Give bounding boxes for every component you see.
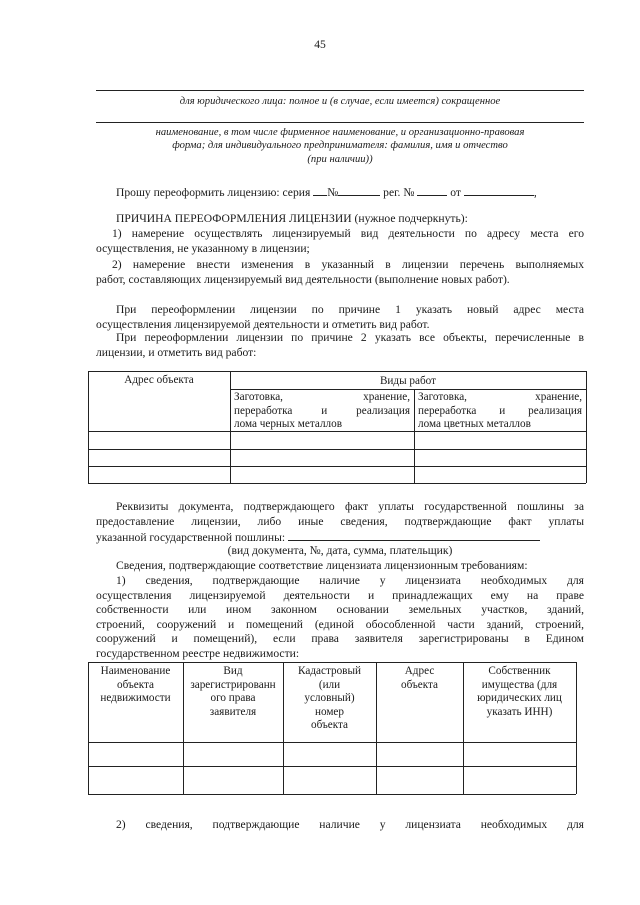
reason-item-1[interactable]: 1) намерение осуществлять лицензируемый вид деятельности по адресу места его осуществления, не указанному в лицензии; bbox=[96, 227, 584, 255]
reason-title: ПРИЧИНА ПЕРЕОФОРМЛЕНИЯ ЛИЦЕНЗИИ (нужное подчеркнуть): bbox=[116, 212, 468, 225]
payment-text: Реквизиты документа, подтверждающего факт уплаты государственной пошлины за предоставление лицензии, либо иные сведения, подтверждающие факт уплаты указанной государственной пошлины: bbox=[96, 500, 584, 545]
col-property-name: Наименование объекта недвижимости bbox=[100, 665, 171, 705]
requirements-item-2: 2) сведения, подтверждающие наличие у лицензиата необходимых для bbox=[116, 818, 584, 831]
col-cadastral-number: Кадастровый (или условный) номер объекта bbox=[298, 665, 361, 732]
payment-field[interactable] bbox=[288, 529, 540, 541]
table1-cell[interactable] bbox=[231, 467, 414, 482]
date-field[interactable] bbox=[464, 184, 534, 196]
col-owner: Собственник имущества (для юридических лиц указать ИНН) bbox=[477, 665, 562, 718]
instruction-2: При переоформлении лицензии по причине 2 указать все объекты, перечисленные в лицензии, и отметить вид работ: bbox=[96, 331, 584, 359]
table2-cell[interactable] bbox=[464, 743, 576, 765]
number-field[interactable] bbox=[338, 184, 380, 196]
requirements-intro: Сведения, подтверждающие соответствие лицензиата лицензионным требованиям: bbox=[116, 559, 528, 572]
table2-cell[interactable] bbox=[284, 743, 376, 765]
col-right-type: Вид зарегистрированн ого права заявителя bbox=[190, 665, 276, 718]
applicant-caption-1: для юридического лица: полное и (в случае, если имеется) сокращенное bbox=[179, 96, 501, 107]
col-color-metals-header: Заготовка, хранение, переработка и реализация лома цветных металлов bbox=[418, 391, 582, 431]
reason-item-2[interactable]: 2) намерение внести изменения в указанный в лицензии перечень выполняемых работ, составляющих лицензируемый вид деятельности (выполнение новых работ). bbox=[96, 258, 584, 286]
col-address-header: Адрес объекта bbox=[124, 374, 194, 386]
col-black-metals-header: Заготовка, хранение, переработка и реализация лома черных металлов bbox=[234, 391, 410, 431]
table1-cell[interactable] bbox=[415, 467, 586, 482]
table1-cell[interactable] bbox=[415, 450, 586, 465]
request-line: Прошу переоформить лицензию: серия № рег. № от , bbox=[116, 186, 537, 199]
table1-cell[interactable] bbox=[89, 432, 230, 448]
applicant-caption-2: наименование, в том числе фирменное наименование, и организационно-правовая форма; для индивидуального предпринимателя: фамилия, имя и отчество (при наличии)) bbox=[155, 127, 525, 165]
series-field[interactable] bbox=[313, 184, 327, 196]
requirements-item-1: 1) сведения, подтверждающие наличие у лицензиата необходимых для осуществления лицензируемой деятельности и принадлежащих ему на праве собственности или ином законном основании земельных участков, зданий, строений, сооружений и помещений (единой обособленной части зданий, строений, сооружений и помещений), если права заявителя зарегистрированы в Едином государственном реестре недвижимости: bbox=[96, 574, 584, 660]
table2-cell[interactable] bbox=[184, 743, 283, 765]
table2-cell[interactable] bbox=[377, 743, 463, 765]
table2-cell[interactable] bbox=[464, 767, 576, 793]
table1-cell[interactable] bbox=[89, 467, 230, 482]
applicant-name-line[interactable] bbox=[96, 90, 584, 91]
payment-note: (вид документа, №, дата, сумма, плательщик) bbox=[227, 544, 453, 557]
table1-cell[interactable] bbox=[231, 432, 414, 448]
page-number: 45 bbox=[314, 38, 326, 51]
table1-cell[interactable] bbox=[231, 450, 414, 465]
table2-cell[interactable] bbox=[184, 767, 283, 793]
reg-number-field[interactable] bbox=[417, 184, 447, 196]
col-object-address: Адрес объекта bbox=[400, 665, 439, 691]
table2-cell[interactable] bbox=[89, 767, 183, 793]
table2-cell[interactable] bbox=[377, 767, 463, 793]
table2-cell[interactable] bbox=[89, 743, 183, 765]
table2-cell[interactable] bbox=[284, 767, 376, 793]
col-works-header: Виды работ bbox=[379, 375, 437, 387]
table1-cell[interactable] bbox=[415, 432, 586, 448]
applicant-name-line-2[interactable] bbox=[96, 122, 584, 123]
instruction-1: При переоформлении лицензии по причине 1 указать новый адрес места осуществления лицензируемой деятельности и отметить вид работ. bbox=[96, 303, 584, 331]
table1-cell[interactable] bbox=[89, 450, 230, 465]
